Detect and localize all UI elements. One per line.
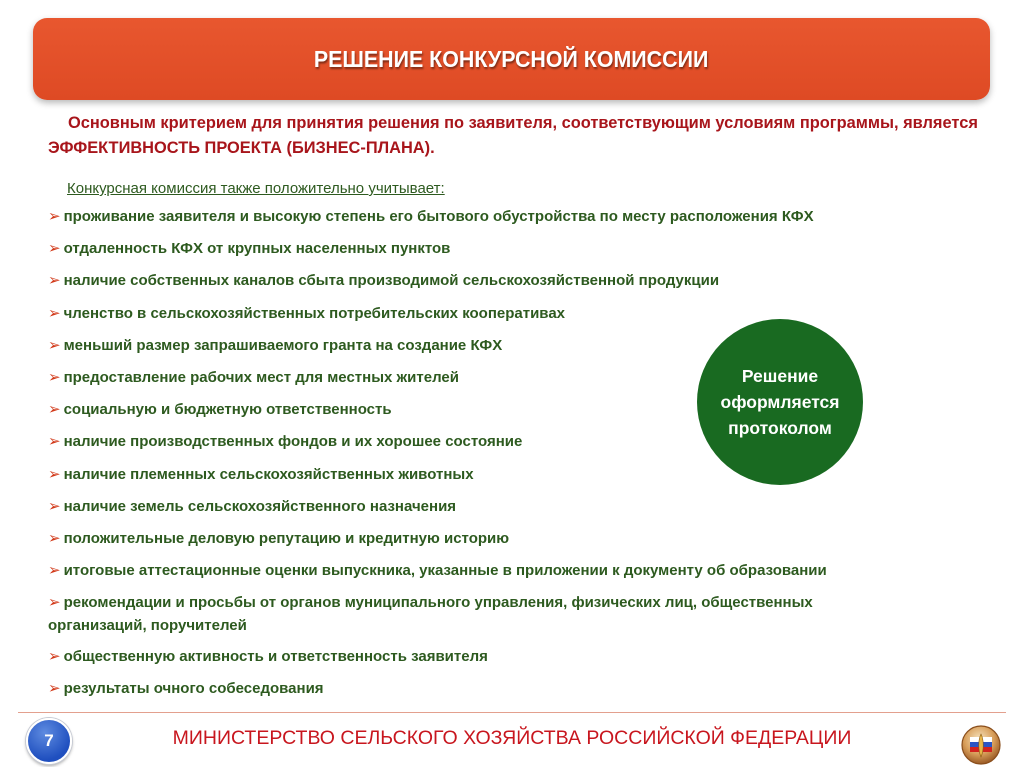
arrow-bullet-icon: ➢ [48, 648, 61, 666]
criteria-item [48, 495, 898, 518]
criteria-item-text: наличие производственных фондов и их хорошее состояние [63, 433, 523, 451]
footer-divider [18, 712, 1006, 713]
criteria-item [48, 527, 898, 550]
criteria-item [48, 205, 898, 228]
arrow-bullet-icon: ➢ [48, 529, 61, 547]
arrow-bullet-icon: ➢ [48, 497, 61, 515]
criteria-item-text: членство в сельскохозяйственных потребительских кооперативах [63, 304, 566, 322]
criteria-item [48, 591, 898, 637]
criteria-item [48, 559, 898, 582]
criteria-item [48, 645, 898, 668]
criteria-item-text: наличие земель сельскохозяйственного назначения [63, 497, 457, 515]
arrow-bullet-icon: ➢ [48, 336, 61, 354]
callout-line: протоколом [728, 418, 832, 438]
arrow-bullet-icon: ➢ [48, 680, 61, 698]
criteria-item-text: результаты очного собеседования [63, 680, 324, 698]
page-number-badge: 7 [26, 718, 72, 764]
criteria-item [48, 269, 898, 292]
slide-title: РЕШЕНИЕ КОНКУРСНОЙ КОМИССИИ [314, 45, 709, 72]
arrow-bullet-icon: ➢ [48, 272, 61, 290]
title-banner [33, 18, 990, 100]
ministry-emblem-icon [958, 724, 1004, 766]
criteria-item [48, 677, 898, 700]
criteria-item-text: общественную активность и ответственность заявителя [63, 648, 488, 666]
criteria-item-text: итоговые аттестационные оценки выпускника, указанные в приложении к документу об образовании [63, 562, 827, 580]
criteria-item-text: наличие племенных сельскохозяйственных животных [63, 465, 474, 483]
arrow-bullet-icon: ➢ [48, 240, 61, 258]
decision-callout-circle [697, 319, 863, 485]
criteria-item-text: предоставление рабочих мест для местных жителей [63, 368, 459, 386]
criteria-item-text: наличие собственных каналов сбыта производимой сельскохозяйственной продукции [63, 272, 720, 290]
callout-text [721, 363, 840, 441]
arrow-bullet-icon: ➢ [48, 433, 61, 451]
callout-line: Решение [741, 366, 819, 386]
arrow-bullet-icon: ➢ [48, 368, 61, 386]
criteria-item-text: положительные деловую репутацию и кредитную историю [63, 529, 510, 547]
arrow-bullet-icon: ➢ [48, 304, 61, 322]
arrow-bullet-icon: ➢ [48, 208, 61, 225]
criteria-item-text: отдаленность КФХ от крупных населенных пунктов [63, 240, 451, 258]
ministry-footer-text: МИНИСТЕРСТВО СЕЛЬСКОГО ХОЗЯЙСТВА РОССИЙСКОЙ ФЕДЕРАЦИИ [172, 727, 852, 749]
arrow-bullet-icon: ➢ [48, 465, 61, 483]
criteria-item-text: меньший размер запрашиваемого гранта на создание КФХ [63, 336, 503, 354]
intro-paragraph: Основным критерием для принятия решения по заявителя, соответствующим условиям программы, является ЭФФЕКТИВНОСТЬ ПРОЕКТА (БИЗНЕС-ПЛАНА). [48, 114, 978, 157]
criteria-heading: Конкурсная комиссия также положительно учитывает: [67, 180, 445, 197]
criteria-item-text: рекомендации и просьбы от органов муниципального управления, физических лиц, общественных организаций, поручителей [48, 594, 813, 635]
criteria-item-text: проживание заявителя и высокую степень его бытового обустройства по месту расположения КФХ [63, 208, 814, 225]
arrow-bullet-icon: ➢ [48, 401, 61, 419]
callout-line: оформляется [720, 392, 840, 412]
criteria-item-text: социальную и бюджетную ответственность [63, 401, 392, 419]
arrow-bullet-icon: ➢ [48, 594, 61, 612]
arrow-bullet-icon: ➢ [48, 562, 61, 580]
criteria-item [48, 237, 898, 260]
